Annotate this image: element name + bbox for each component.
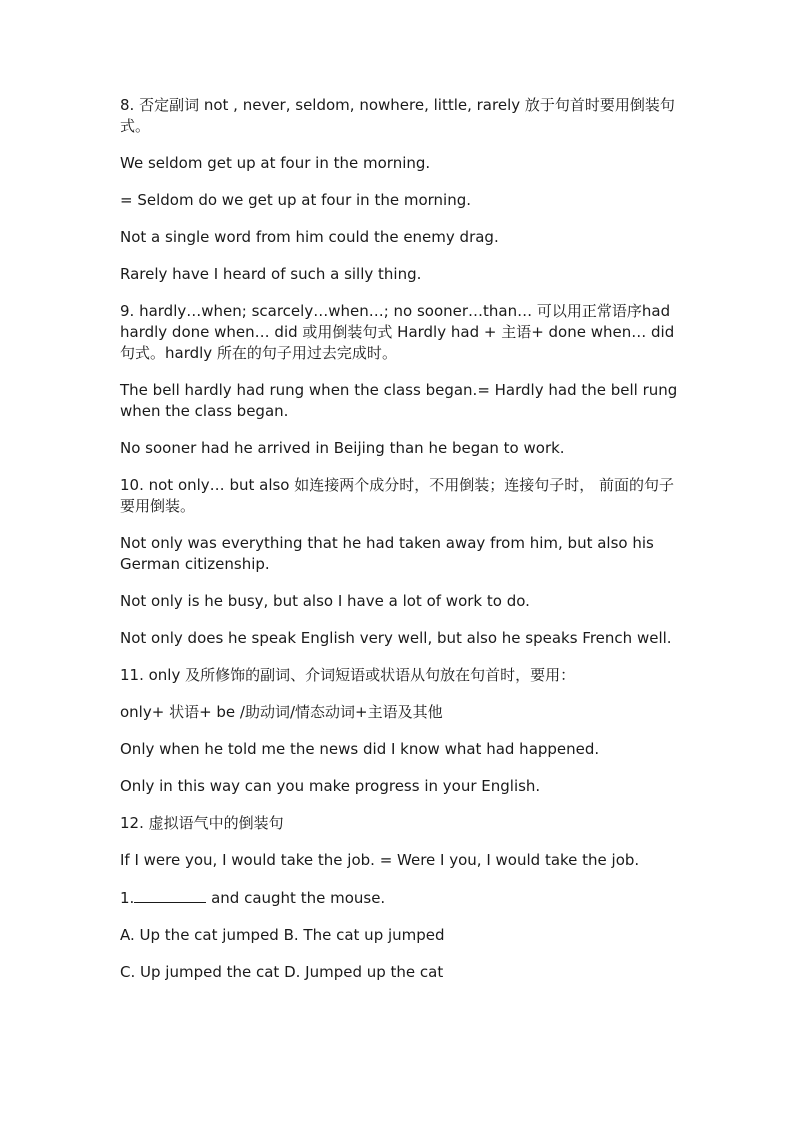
example-sentence: If I were you, I would take the job. = Were I you, I would take the job.	[120, 851, 640, 869]
question-number: 1.	[120, 889, 135, 907]
rule-12-heading: 12. 虚拟语气中的倒装句	[120, 814, 284, 832]
example-sentence: Not only was everything that he had taken away from him, but also his German citizenship.	[120, 534, 654, 573]
example-sentence: Not a single word from him could the enemy drag.	[120, 228, 499, 246]
question-1-options-cd: C. Up jumped the cat D. Jumped up the cat	[120, 963, 444, 981]
question-1-options-ab: A. Up the cat jumped B. The cat up jumped	[120, 926, 445, 944]
question-stem-text: and caught the mouse.	[206, 889, 386, 907]
rule-8-heading: 8. 否定副词 not , never, seldom, nowhere, little, rarely 放于句首时要用倒装句式。	[120, 96, 675, 135]
question-1-stem	[120, 887, 680, 909]
answer-blank	[134, 887, 206, 903]
example-sentence: We seldom get up at four in the morning.	[120, 154, 431, 172]
example-sentence: The bell hardly had rung when the class began.= Hardly had the bell rung when the class began.	[120, 381, 678, 420]
example-sentence: Not only does he speak English very well, but also he speaks French well.	[120, 629, 672, 647]
rule-10-heading: 10. not only… but also 如连接两个成分时，不用倒装；连接句子时， 前面的句子要用倒装。	[120, 476, 675, 515]
example-sentence: Not only is he busy, but also I have a lot of work to do.	[120, 592, 530, 610]
rule-11-pattern: only+ 状语+ be /助动词/情态动词+主语及其他	[120, 703, 443, 721]
rule-9-heading: 9. hardly…when; scarcely…when…; no sooner…than… 可以用正常语序had hardly done when… did 或用倒装句式 Hardly had + 主语+ done when… did 句式。hardly 所在的句子用过去完成时。	[120, 302, 675, 362]
example-sentence: Only in this way can you make progress in your English.	[120, 777, 541, 795]
example-sentence: Rarely have I heard of such a silly thing.	[120, 265, 422, 283]
example-sentence: = Seldom do we get up at four in the morning.	[120, 191, 471, 209]
rule-11-heading: 11. only 及所修饰的副词、介词短语或状语从句放在句首时，要用：	[120, 666, 576, 684]
document-body	[120, 95, 680, 999]
example-sentence: No sooner had he arrived in Beijing than he began to work.	[120, 439, 565, 457]
example-sentence: Only when he told me the news did I know what had happened.	[120, 740, 600, 758]
